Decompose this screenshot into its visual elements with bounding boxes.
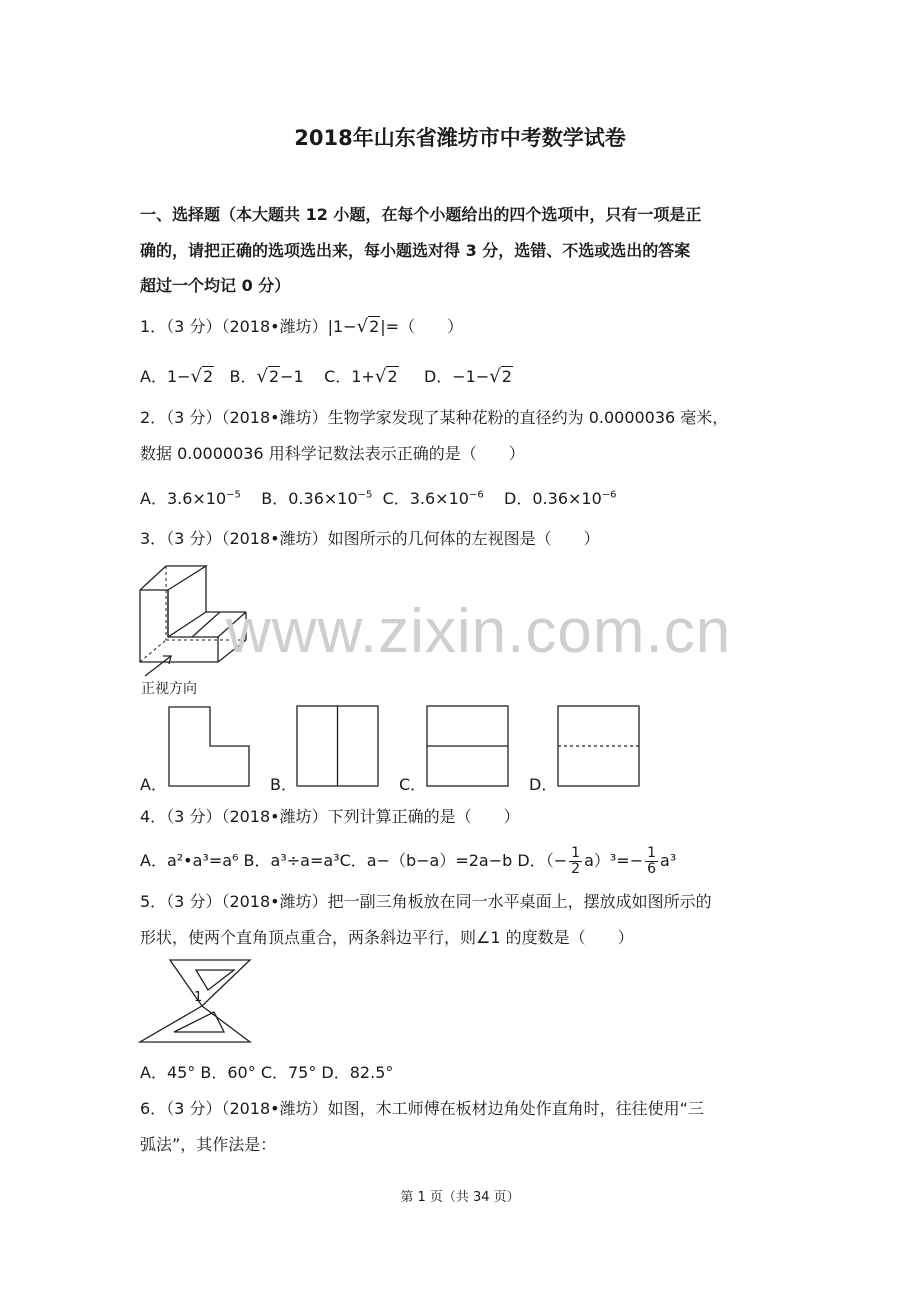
option-a-label[interactable]: A． — [140, 775, 167, 794]
option-d[interactable]: D．（− $\frac{1}{2}$ a）³=− $\frac{1}{6}$ a³ — [517, 845, 677, 877]
watermark: www.zixin.com.cn — [226, 597, 732, 666]
option-d-label[interactable]: D． — [529, 775, 558, 794]
option-b-figure[interactable] — [296, 705, 380, 787]
option-d-figure[interactable] — [557, 705, 641, 787]
option-a[interactable]: A．a²•a³=a⁶ — [140, 851, 239, 870]
option-a[interactable]: A．1−√2 — [140, 366, 214, 387]
question-6-line-2: 弧法”，其作法是： — [140, 1135, 277, 1154]
question-5-line-2: 形状，使两个直角顶点重合，两条斜边平行，则∠1 的度数是（ ） — [140, 928, 634, 947]
option-a-figure[interactable] — [168, 706, 252, 788]
question-3-stem: 3．（3 分）（2018•潍坊）如图所示的几何体的左视图是（ ） — [140, 529, 600, 548]
view-direction-arrow — [141, 650, 181, 680]
option-d[interactable]: D．−1−√2 — [423, 366, 512, 387]
option-c-label[interactable]: C． — [399, 775, 427, 794]
page-title: 2018年山东省潍坊市中考数学试卷 — [294, 126, 626, 150]
view-direction-label: 正视方向 — [141, 681, 197, 697]
question-1-stem — [140, 316, 463, 338]
option-b-label[interactable]: B． — [270, 775, 297, 794]
question-4-stem: 4．（3 分）（2018•潍坊）下列计算正确的是（ ） — [140, 807, 520, 826]
option-a[interactable]: A．$3.6\times 10^{-5}$ — [140, 489, 241, 509]
option-d[interactable]: D．$0.36\times 10^{-6}$ — [504, 489, 617, 509]
question-2-options — [140, 485, 617, 510]
question-1-abs-right: |=（ ） — [380, 317, 464, 336]
question-5-line-1: 5．（3 分）（2018•潍坊）把一副三角板放在同一水平桌面上，摆放成如图所示的 — [140, 892, 712, 911]
page-footer: 第 1 页（共 34 页） — [400, 1190, 520, 1205]
option-c-figure[interactable] — [426, 705, 510, 787]
section-instructions-line-2: 确的，请把正确的选项选出来，每小题选对得 3 分，选错、不选或选出的答案 — [140, 241, 691, 260]
question-2-line-2: 数据 0.0000036 用科学记数法表示正确的是（ ） — [140, 444, 525, 463]
option-b[interactable]: B．√2−1 — [229, 366, 304, 387]
question-4-options — [140, 846, 676, 877]
question-2-line-1: 2．（3 分）（2018•潍坊）生物学家发现了某种花粉的直径约为 0.0000036 毫米， — [140, 408, 729, 427]
question-1-number: 1．（3 分）（2018•潍坊） — [140, 317, 328, 336]
option-c[interactable]: C．$3.6\times 10^{-6}$ — [382, 489, 484, 509]
option-b[interactable]: B．$0.36\times 10^{-5}$ — [261, 489, 373, 509]
option-b[interactable]: B．a³÷a=a³ — [243, 851, 340, 870]
angle-1-label: 1 — [194, 990, 203, 1005]
question-6-line-1: 6．（3 分）（2018•潍坊）如图，木工师傅在板材边角处作直角时，往往使用“三 — [140, 1099, 704, 1118]
question-1-abs-left: |1− — [327, 317, 357, 336]
option-c[interactable]: C．a−（b−a）=2a−b — [339, 851, 513, 870]
question-1-options — [140, 366, 513, 388]
option-c[interactable]: C．1+√2 — [324, 366, 398, 387]
section-instructions-line-1: 一、选择题（本大题共 12 小题，在每个小题给出的四个选项中，只有一项是正 — [140, 205, 702, 224]
section-instructions-line-3: 超过一个均记 0 分） — [140, 276, 291, 295]
question-5-options[interactable]: A．45° B．60° C．75° D．82.5° — [140, 1063, 394, 1082]
sqrt-symbol: √2 — [356, 316, 380, 337]
